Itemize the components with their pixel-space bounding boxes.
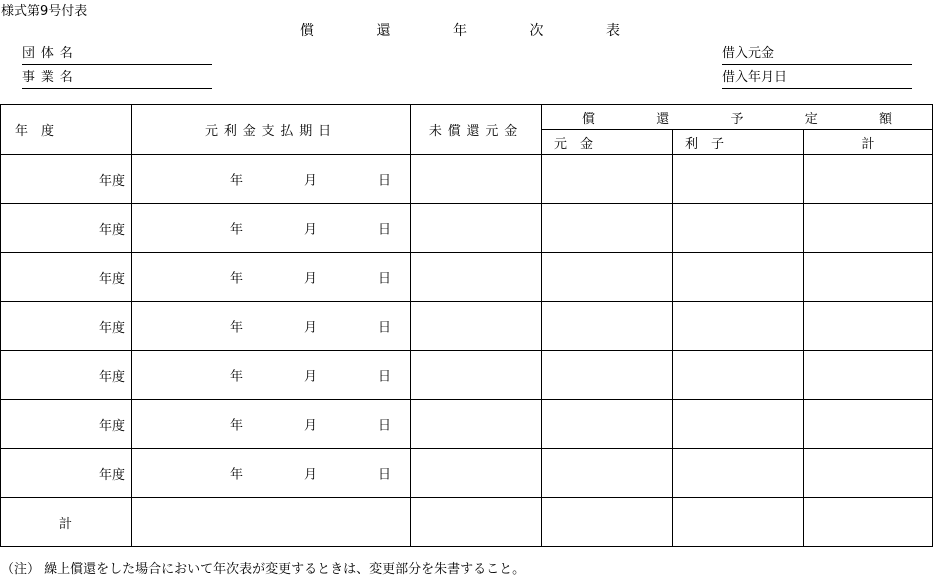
row-year: 年度	[1, 204, 132, 253]
interest-cell[interactable]	[673, 204, 804, 253]
date-month: 月	[304, 173, 318, 189]
interest-cell[interactable]	[673, 155, 804, 204]
date-year: 年	[230, 467, 244, 483]
header-unredeemed: 未償還元金	[411, 105, 542, 155]
total-cell[interactable]	[804, 400, 933, 449]
principal-cell[interactable]	[542, 302, 673, 351]
date-month: 月	[304, 320, 318, 336]
date-month: 月	[304, 467, 318, 483]
unredeemed-cell[interactable]	[411, 302, 542, 351]
principal-cell[interactable]	[542, 253, 673, 302]
table-row	[1, 253, 933, 302]
total-unredeemed-cell[interactable]	[411, 498, 542, 547]
date-month: 月	[304, 369, 318, 385]
total-cell[interactable]	[804, 351, 933, 400]
title-char: 表	[606, 23, 620, 39]
principal-cell[interactable]	[542, 351, 673, 400]
principal-cell[interactable]	[542, 155, 673, 204]
row-year: 年度	[1, 400, 132, 449]
table-row	[1, 302, 933, 351]
loan-principal-field[interactable]	[722, 46, 912, 65]
payment-date-cell[interactable]	[132, 400, 411, 449]
payment-date-cell[interactable]	[132, 302, 411, 351]
date-month: 月	[304, 271, 318, 287]
table-row	[1, 204, 933, 253]
scheduled-char: 還	[656, 111, 670, 127]
table-row	[1, 400, 933, 449]
payment-date-cell[interactable]	[132, 155, 411, 204]
header-scheduled	[542, 105, 933, 130]
row-year: 年度	[1, 351, 132, 400]
scheduled-char: 償	[582, 111, 596, 127]
row-year: 年度	[1, 253, 132, 302]
date-year: 年	[230, 173, 244, 189]
total-cell[interactable]	[804, 204, 933, 253]
total-cell[interactable]	[804, 253, 933, 302]
row-year: 年度	[1, 449, 132, 498]
loan-date-label: 借入年月日	[722, 70, 788, 85]
date-year: 年	[230, 271, 244, 287]
date-year: 年	[230, 222, 244, 238]
total-cell[interactable]	[804, 449, 933, 498]
interest-cell[interactable]	[673, 351, 804, 400]
date-day: 日	[378, 173, 392, 189]
date-year: 年	[230, 320, 244, 336]
organization-field[interactable]	[22, 46, 212, 65]
form-number: 様式第9号付表	[1, 4, 88, 19]
title-char: 償	[300, 23, 314, 39]
header-payment-date: 元利金支払期日	[132, 105, 411, 155]
total-row	[1, 498, 933, 547]
title-char: 年	[453, 23, 467, 39]
subheader-interest-label: 利 子	[685, 136, 725, 152]
date-month: 月	[304, 222, 318, 238]
header-year	[1, 105, 132, 155]
subheader-principal-label: 元 金	[554, 136, 594, 152]
interest-cell[interactable]	[673, 449, 804, 498]
date-day: 日	[378, 320, 392, 336]
header-year-label: 年 度	[15, 124, 55, 139]
scheduled-char: 定	[804, 111, 818, 127]
date-day: 日	[378, 418, 392, 434]
date-month: 月	[304, 418, 318, 434]
organization-label: 団体名	[22, 46, 79, 61]
project-label: 事業名	[22, 70, 79, 85]
unredeemed-cell[interactable]	[411, 204, 542, 253]
interest-cell[interactable]	[673, 253, 804, 302]
table-row	[1, 449, 933, 498]
principal-cell[interactable]	[542, 400, 673, 449]
grand-total-cell[interactable]	[804, 498, 933, 547]
payment-date-cell[interactable]	[132, 449, 411, 498]
date-year: 年	[230, 418, 244, 434]
total-cell[interactable]	[804, 302, 933, 351]
interest-cell[interactable]	[673, 302, 804, 351]
subheader-total: 計	[804, 130, 933, 155]
unredeemed-cell[interactable]	[411, 351, 542, 400]
row-year: 年度	[1, 302, 132, 351]
row-year: 年度	[1, 155, 132, 204]
footnote: （注） 繰上償還をした場合において年次表が変更するときは、変更部分を朱書すること。	[1, 562, 526, 577]
title-char: 次	[529, 23, 544, 39]
unredeemed-cell[interactable]	[411, 400, 542, 449]
total-interest-cell[interactable]	[673, 498, 804, 547]
project-field[interactable]	[22, 70, 212, 89]
unredeemed-cell[interactable]	[411, 449, 542, 498]
loan-date-field[interactable]	[722, 70, 912, 89]
date-day: 日	[378, 222, 392, 238]
date-year: 年	[230, 369, 244, 385]
interest-cell[interactable]	[673, 400, 804, 449]
scheduled-char: 予	[730, 111, 744, 127]
subheader-principal	[542, 130, 673, 155]
total-payment-cell[interactable]	[132, 498, 411, 547]
date-day: 日	[378, 369, 392, 385]
unredeemed-cell[interactable]	[411, 253, 542, 302]
total-cell[interactable]	[804, 155, 933, 204]
loan-principal-label: 借入元金	[722, 46, 775, 61]
date-day: 日	[378, 271, 392, 287]
subheader-interest	[673, 130, 804, 155]
date-day: 日	[378, 467, 392, 483]
principal-cell[interactable]	[542, 204, 673, 253]
redemption-table	[0, 104, 933, 547]
page-title	[300, 20, 620, 40]
unredeemed-cell[interactable]	[411, 155, 542, 204]
payment-date-cell[interactable]	[132, 204, 411, 253]
scheduled-char: 額	[878, 111, 892, 127]
title-char: 還	[376, 23, 391, 39]
principal-cell[interactable]	[542, 449, 673, 498]
table-row	[1, 155, 933, 204]
table-row	[1, 351, 933, 400]
payment-date-cell[interactable]	[132, 351, 411, 400]
payment-date-cell[interactable]	[132, 253, 411, 302]
total-label: 計	[1, 498, 132, 547]
total-principal-cell[interactable]	[542, 498, 673, 547]
